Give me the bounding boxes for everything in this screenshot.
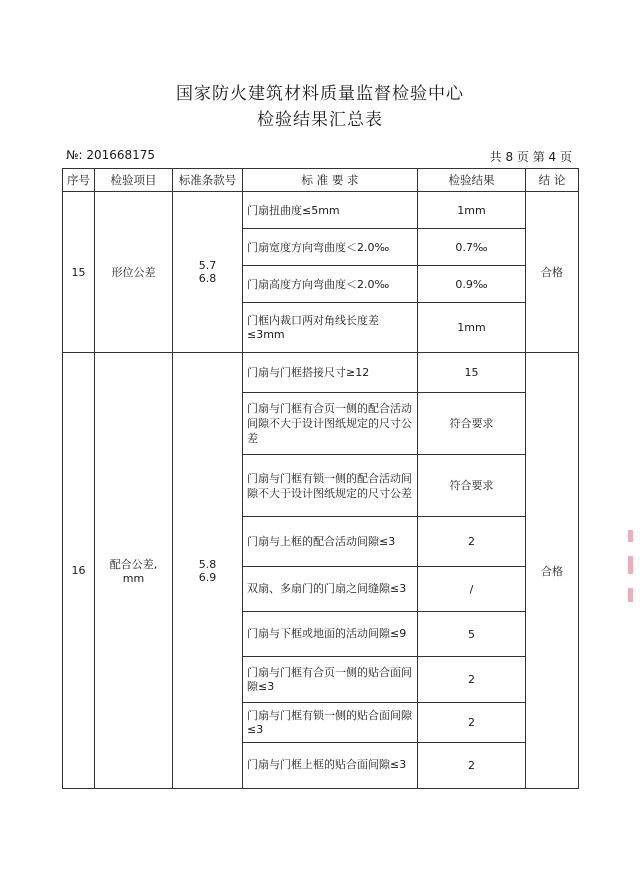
requirement-text: 门扇与门框有合页一侧的贴合面间隙≤3 — [243, 657, 417, 703]
result-value: 1mm — [457, 321, 486, 334]
test-item-line: 配合公差, — [109, 558, 158, 571]
col-header-no: 序号 — [63, 169, 95, 192]
result-list — [418, 353, 526, 789]
test-item: 形位公差 — [95, 192, 173, 353]
col-header-clause: 标准条款号 — [173, 169, 243, 192]
result-value: 5 — [418, 612, 525, 657]
stamp-edge-mark — [628, 530, 640, 620]
result-value: / — [418, 567, 525, 612]
table-row — [63, 353, 579, 789]
page-info: 共 8 页 第 4 页 — [489, 150, 572, 164]
result-value: 2 — [418, 657, 525, 703]
clause-line: 6.8 — [198, 272, 217, 285]
requirement-list — [243, 192, 418, 353]
report-subtitle: 检验结果汇总表 — [257, 110, 383, 130]
requirement-text: 门扇与门框有合页一侧的配合活动间隙不大于设计图纸规定的尺寸公差 — [243, 393, 417, 455]
test-item-line: mm — [122, 572, 145, 585]
requirement-text: 门扇与门框有锁一侧的配合活动间隙不大于设计图纸规定的尺寸公差 — [243, 455, 417, 517]
col-header-requirement: 标 准 要 求 — [243, 169, 418, 192]
row-number: 16 — [63, 353, 95, 789]
result-value: 0.9‰ — [418, 266, 525, 303]
result-value: 2 — [468, 758, 475, 772]
col-header-item: 检验项目 — [95, 169, 173, 192]
result-value: 0.7‰ — [418, 229, 525, 266]
results-table — [62, 168, 579, 789]
requirement-text: 门扇宽度方向弯曲度＜2.0‰ — [243, 229, 417, 266]
table-row — [63, 192, 579, 353]
result-value: 1mm — [418, 192, 525, 229]
col-header-conclusion: 结 论 — [526, 169, 579, 192]
row-number: 15 — [63, 192, 95, 353]
requirement-text: 门扇与上框的配合活动间隙≤3 — [243, 517, 417, 567]
table-header-row — [63, 169, 579, 192]
clause-number — [173, 353, 243, 789]
result-value: 2 — [418, 703, 525, 743]
conclusion: 合格 — [526, 353, 579, 789]
result-value: 符合要求 — [418, 393, 525, 455]
requirement-text: 双扇、多扇门的门扇之间缝隙≤3 — [243, 567, 417, 612]
clause-number — [173, 192, 243, 353]
requirement-text: 门扇扭曲度≤5mm — [243, 192, 417, 229]
col-header-result: 检验结果 — [418, 169, 526, 192]
result-list — [418, 192, 526, 353]
conclusion: 合格 — [526, 192, 579, 353]
requirement-text: 门扇与门框搭接尺寸≥12 — [243, 353, 417, 393]
result-value: 15 — [418, 353, 525, 393]
requirement-text: 门扇高度方向弯曲度＜2.0‰ — [243, 266, 417, 303]
requirement-text: 门扇与门框有锁一侧的贴合面间隙≤3 — [243, 703, 417, 743]
result-value: 符合要求 — [418, 455, 525, 517]
test-item — [95, 353, 173, 789]
report-number: №: 201668175 — [66, 148, 156, 162]
requirement-text: 门扇与下框或地面的活动间隙≤9 — [243, 612, 417, 657]
report-title: 国家防火建筑材料质量监督检验中心 — [176, 84, 464, 104]
requirement-list — [243, 353, 418, 789]
clause-line: 5.7 — [198, 259, 217, 272]
requirement-text: 门框内裁口两对角线长度差≤3mm — [247, 313, 379, 341]
clause-line: 5.8 — [198, 557, 217, 571]
requirement-text: 门扇与门框上框的贴合面间隙≤3 — [247, 758, 407, 771]
clause-line: 6.9 — [198, 570, 217, 584]
result-value: 2 — [418, 517, 525, 567]
